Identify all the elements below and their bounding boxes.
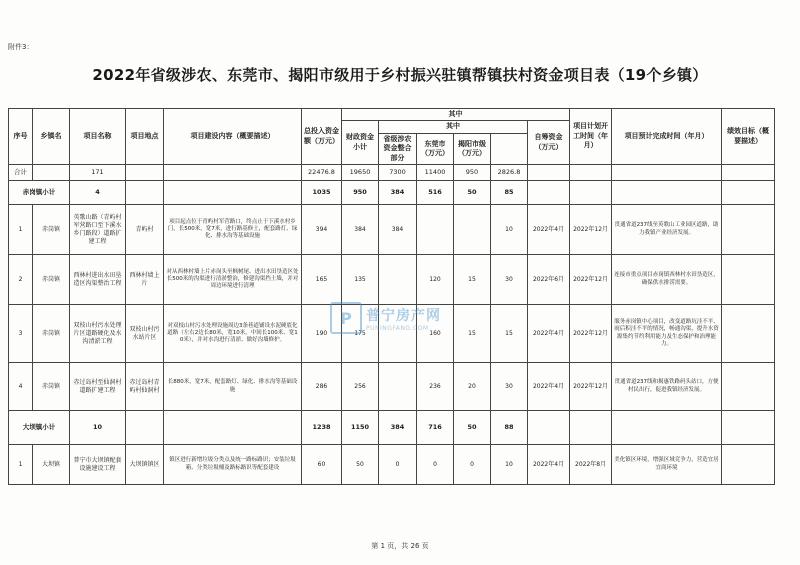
row-dongguan: 160 xyxy=(417,305,454,363)
row-end: 2022年12月 xyxy=(570,305,612,363)
row-no: 1 xyxy=(9,205,33,255)
row-start: 2022年4月 xyxy=(528,305,570,363)
row-dongguan xyxy=(417,205,454,255)
row-total: 60 xyxy=(302,445,342,485)
total-provincial: 7300 xyxy=(379,165,417,181)
header-provincial: 省级涉农资金整合部分 xyxy=(379,133,417,164)
subtotal-provincial: 384 xyxy=(379,181,417,205)
row-remark xyxy=(722,205,775,255)
watermark-text: 普宁房产网 xyxy=(366,307,441,324)
header-no: 序号 xyxy=(9,109,33,165)
header-end: 项目预计完成时间（年月） xyxy=(612,109,722,165)
row-dongguan: 0 xyxy=(417,445,454,485)
row-start: 2022年4月 xyxy=(528,363,570,411)
document-title: 2022年省级涉农、东莞市、揭阳市级用于乡村振兴驻镇帮镇扶村资金项目表（19个乡镇） xyxy=(92,66,708,84)
table-row xyxy=(9,205,775,255)
row-project-name: 普宁市大坝镇配套设施建设工程 xyxy=(70,445,126,485)
header-fiscal: 财政资金小计 xyxy=(342,121,379,165)
subtotal-jieyang: 50 xyxy=(454,411,491,445)
subtotal-row xyxy=(9,411,775,445)
row-jieyang: 15 xyxy=(454,305,491,363)
watermark-subtext: PUNINGFANG.COM xyxy=(366,324,429,332)
row-dongguan: 120 xyxy=(417,255,454,305)
row-end: 2022年12月 xyxy=(570,255,612,305)
attachment-label: 附件3： xyxy=(8,43,34,51)
subtotal-count: 4 xyxy=(70,181,126,205)
row-no: 1 xyxy=(9,445,33,485)
row-goal: 美化镇区环境，增强区域竞争力，营造宜居宜商环境 xyxy=(612,445,722,485)
row-project-name: 西林村进出水田垦造区沟渠整治工程 xyxy=(70,255,126,305)
total-label: 合计 xyxy=(9,165,33,181)
row-project-name: 英歌山路（青屿村军营路口至下溪水乡门路段）道路扩建工程 xyxy=(70,205,126,255)
row-content: 对双枝山村污水处理设施周边3条巷道铺设水泥硬底化道路（左右2边长80米，宽10米，中间长100米、宽10米），并对水沟进行清淤、做好沟墙修护。 xyxy=(164,305,302,363)
subtotal-total: 1238 xyxy=(302,411,342,445)
subtotal-count: 10 xyxy=(70,411,126,445)
row-self: 10 xyxy=(491,445,528,485)
row-jieyang xyxy=(454,205,491,255)
row-start: 2022年6月 xyxy=(528,255,570,305)
row-provincial xyxy=(379,363,417,411)
row-no: 3 xyxy=(9,305,33,363)
row-fiscal: 384 xyxy=(342,205,379,255)
subtotal-dongguan: 516 xyxy=(417,181,454,205)
fund-project-table xyxy=(8,108,775,485)
row-goal: 服务赤岗镇中心项目，改变道路坑洼不平、雨后积洼不平的情况，畅通沟渠，提升水资源集约节约利用能力及生态保护和治理能力。 xyxy=(612,305,722,363)
row-jieyang: 15 xyxy=(454,255,491,305)
row-fiscal: 50 xyxy=(342,445,379,485)
row-provincial: 0 xyxy=(379,445,417,485)
total-row xyxy=(9,165,775,181)
header-town: 乡镇名 xyxy=(33,109,70,165)
header-project-name: 项目名称 xyxy=(70,109,126,165)
total-amount: 22476.8 xyxy=(302,165,342,181)
row-jieyang: 0 xyxy=(454,445,491,485)
header-qizhong-sub: 其中 xyxy=(379,121,528,133)
row-start: 2022年4月 xyxy=(528,205,570,255)
row-total: 165 xyxy=(302,255,342,305)
row-end: 2022年8月 xyxy=(570,445,612,485)
subtotal-label: 大坝镇小计 xyxy=(9,411,70,445)
row-town: 赤岗镇 xyxy=(33,255,70,305)
subtotal-label: 赤岗镇小计 xyxy=(9,181,70,205)
row-total: 286 xyxy=(302,363,342,411)
row-remark xyxy=(722,255,775,305)
subtotal-jieyang: 50 xyxy=(454,181,491,205)
row-total: 394 xyxy=(302,205,342,255)
header-content: 项目建设内容（概要描述） xyxy=(164,109,302,165)
row-location: 双枝山村污水站片区 xyxy=(126,305,164,363)
row-dongguan: 236 xyxy=(417,363,454,411)
subtotal-self: 88 xyxy=(491,411,528,445)
row-end: 2022年12月 xyxy=(570,363,612,411)
row-location: 西林村墙上片 xyxy=(126,255,164,305)
total-jieyang: 950 xyxy=(454,165,491,181)
row-content: 项目起点位于青屿村军营路口，终点止于下溪水村乡门，长500米，宽7米，进行路基修土，配套路灯、绿化、排水沟等基础设施 xyxy=(164,205,302,255)
subtotal-fiscal: 1150 xyxy=(342,411,379,445)
row-no: 2 xyxy=(9,255,33,305)
row-fiscal: 175 xyxy=(342,305,379,363)
row-provincial: 384 xyxy=(379,205,417,255)
row-location: 赤过岛村青屿村仙洞村 xyxy=(126,363,164,411)
table-row xyxy=(9,255,775,305)
row-remark xyxy=(722,445,775,485)
subtotal-total: 1035 xyxy=(302,181,342,205)
row-no: 4 xyxy=(9,363,33,411)
row-fiscal: 135 xyxy=(342,255,379,305)
header-qizhong: 其中 xyxy=(342,109,570,121)
row-fiscal: 256 xyxy=(342,363,379,411)
row-town: 赤岗镇 xyxy=(33,205,70,255)
row-self: 30 xyxy=(491,255,528,305)
watermark-logo-icon: P xyxy=(330,302,362,334)
row-self: 30 xyxy=(491,363,528,411)
header-goal: 绩效目标（概要描述） xyxy=(722,109,775,165)
header-location: 项目地点 xyxy=(126,109,164,165)
row-end: 2022年12月 xyxy=(570,205,612,255)
site-watermark xyxy=(330,302,441,334)
table-row xyxy=(9,445,775,485)
total-self: 2826.8 xyxy=(491,165,528,181)
row-remark xyxy=(722,363,775,411)
row-town: 赤岗镇 xyxy=(33,305,70,363)
row-project-name: 双枝山村污水处理片区道路硬化及水沟清淤工程 xyxy=(70,305,126,363)
row-town: 赤岗镇 xyxy=(33,363,70,411)
row-provincial xyxy=(379,255,417,305)
row-goal: 贯通省道237线至英歌山工业园区道路，助力我镇产业经济发展。 xyxy=(612,205,722,255)
row-project-name: 赤过岛村至仙洞村道路扩建工程 xyxy=(70,363,126,411)
row-total: 190 xyxy=(302,305,342,363)
row-location: 青屿村 xyxy=(126,205,164,255)
total-dongguan: 11400 xyxy=(417,165,454,181)
row-content: 长880米，宽7米，配套路灯、绿化、排水沟等基础设施 xyxy=(164,363,302,411)
row-town: 大坝镇 xyxy=(33,445,70,485)
total-fiscal: 19650 xyxy=(342,165,379,181)
header-total: 总投入资金额（万元） xyxy=(302,109,342,165)
row-goal: 贯通省道237线和揭惠铁路码头站口，方便村民出行，促进我镇经济发展。 xyxy=(612,363,722,411)
page-footer: 第 1 页，共 26 页 xyxy=(371,542,429,550)
row-remark xyxy=(722,305,775,363)
subtotal-row xyxy=(9,181,775,205)
row-start: 2022年4月 xyxy=(528,445,570,485)
header-start: 项目计划开工时间（年月） xyxy=(570,109,612,165)
row-self: 15 xyxy=(491,305,528,363)
row-goal: 连接市重点项目赤岗镇西林村水田垦造区，确保供水排涝需要。 xyxy=(612,255,722,305)
subtotal-dongguan: 716 xyxy=(417,411,454,445)
row-self: 10 xyxy=(491,205,528,255)
total-count: 171 xyxy=(70,165,126,181)
header-self: 自筹资金（万元） xyxy=(528,121,570,165)
row-jieyang: 20 xyxy=(454,363,491,411)
table-row xyxy=(9,363,775,411)
row-content: 对从西林村墙上片赤岗头至枫树尾、进出水田垦造区处长500米的沟渠进行清淤整治，修建沟渠挡土墙，并对周边环境进行清理 xyxy=(164,255,302,305)
header-dongguan: 东莞市（万元） xyxy=(417,133,454,164)
row-location: 大坝镇镇区 xyxy=(126,445,164,485)
subtotal-provincial: 384 xyxy=(379,411,417,445)
row-content: 镇区进行新增垃圾分类点及统一路标路识；安装垃圾箱、分类垃圾桶及路标路识等配套建设 xyxy=(164,445,302,485)
header-jieyang: 揭阳市级（万元） xyxy=(454,133,491,164)
subtotal-fiscal: 950 xyxy=(342,181,379,205)
subtotal-self: 85 xyxy=(491,181,528,205)
